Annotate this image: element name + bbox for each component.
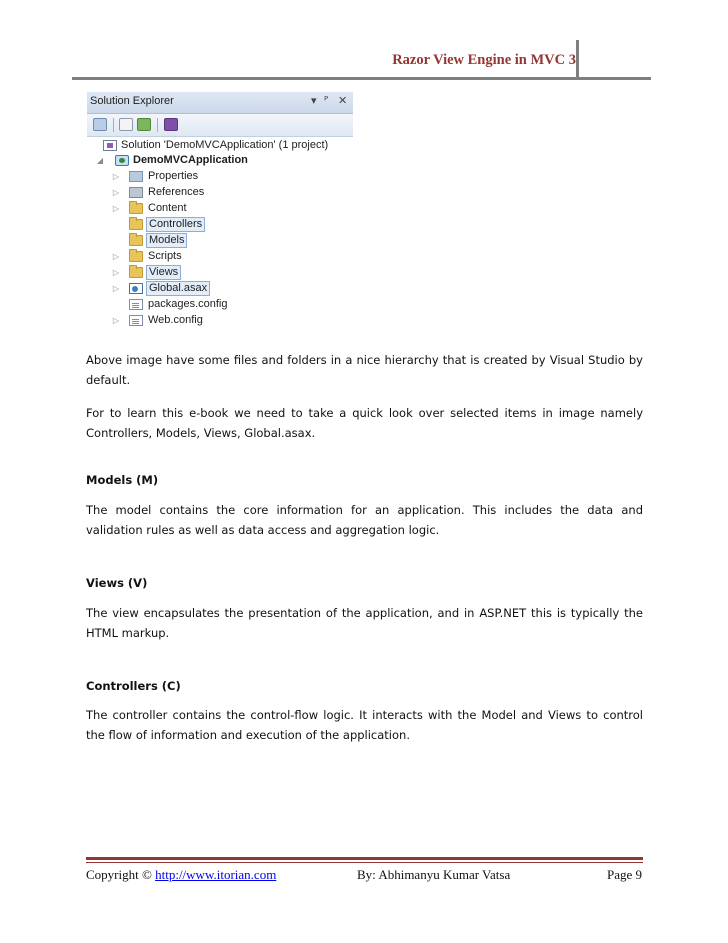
project-label: DemoMVCApplication [133,154,248,166]
folder-icon [129,267,143,278]
views-paragraph: The view encapsulates the presentation of the application, and in ASP.NET this is typically the HTML markup. [86,606,643,640]
tree-item-properties[interactable] [87,169,353,184]
expand-arrow-icon[interactable]: ▷ [112,316,120,325]
tree-item-label: Scripts [148,250,182,262]
folder-icon [129,219,143,230]
models-paragraph: The model contains the core information for an application. This includes the data and validation rules as well as data access and aggregation logic. [86,503,643,537]
tree-item-content[interactable] [87,201,353,216]
footer-page-number: Page 9 [606,867,642,882]
tree-item-label: References [148,186,205,198]
globe-file-icon [129,283,143,294]
toolbar-separator [113,118,114,132]
header-rule [72,77,651,80]
website-link[interactable]: http://www.itorian.com [155,867,277,882]
pin-icon[interactable]: ᴾ [324,94,329,107]
controllers-paragraph: The controller contains the control-flow logic. It interacts with the Model and Views to control the flow of information and execution of the application. [86,708,643,742]
refresh-icon[interactable] [137,118,151,131]
dropdown-icon[interactable]: ▾ [311,94,317,107]
config-file-icon [129,315,143,326]
properties-folder-icon [129,171,143,182]
solution-explorer-titlebar [87,92,353,114]
expand-arrow-icon[interactable]: ▷ [112,204,120,213]
tree-item-models[interactable] [87,233,353,248]
properties-icon[interactable] [93,118,107,131]
intro-paragraph: Above image have some files and folders in a nice hierarchy that is created by Visual Studio by default. [86,353,643,387]
references-folder-icon [129,187,143,198]
footer-rule-thin [86,862,643,863]
collapse-arrow-icon[interactable]: ◢ [96,156,104,165]
folder-icon [129,203,143,214]
project-icon [115,155,129,166]
running-header-title: Razor View Engine in MVC 3 [392,52,576,68]
models-heading: Models (M) [86,473,159,487]
tree-item-label: Web.config [148,314,203,326]
tree-item-label: Content [148,202,187,214]
expand-arrow-icon[interactable]: ▷ [112,268,120,277]
tree-item-label: Views [146,265,181,280]
tree-item-label: Global.asax [146,281,210,296]
class-diagram-icon[interactable] [164,118,178,131]
folder-icon [129,235,143,246]
close-icon[interactable]: ✕ [338,94,348,107]
header-divider [576,40,579,78]
footer-rule [86,857,643,860]
solution-explorer-title: Solution Explorer [90,95,174,107]
show-all-files-icon[interactable] [119,118,133,131]
tree-item-references[interactable] [87,185,353,200]
tree-item-global-asax[interactable] [87,281,353,296]
copyright-text: Copyright © [86,867,156,882]
tree-item-web-config[interactable] [87,313,353,328]
expand-arrow-icon[interactable]: ▷ [112,252,120,261]
folder-icon [129,251,143,262]
expand-arrow-icon[interactable]: ▷ [112,284,120,293]
solution-icon [103,140,117,151]
tree-item-controllers[interactable] [87,217,353,232]
tree-project-row[interactable] [87,153,353,168]
toolbar-separator [157,118,158,132]
tree-item-packages-config[interactable] [87,297,353,312]
tree-solution-row[interactable] [87,138,353,153]
expand-arrow-icon[interactable]: ▷ [112,172,120,181]
expand-arrow-icon[interactable]: ▷ [112,188,120,197]
tree-item-views[interactable] [87,265,353,280]
config-file-icon [129,299,143,310]
tree-item-label: packages.config [148,298,228,310]
tree-item-scripts[interactable] [87,249,353,264]
solution-explorer-toolbar [87,114,353,137]
views-heading: Views (V) [86,576,148,590]
tree-item-label: Controllers [146,217,205,232]
solution-label: Solution 'DemoMVCApplication' (1 project) [121,139,329,151]
solution-explorer-screenshot [87,92,353,335]
controllers-heading: Controllers (C) [86,679,181,693]
tree-item-label: Properties [148,170,199,182]
footer-copyright [86,867,276,883]
learn-paragraph: For to learn this e-book we need to take a quick look over selected items in image namely Controllers, Models, Views, Global.asax. [86,406,643,440]
tree-item-label: Models [146,233,187,248]
footer-author: By: Abhimanyu Kumar Vatsa [357,867,511,882]
